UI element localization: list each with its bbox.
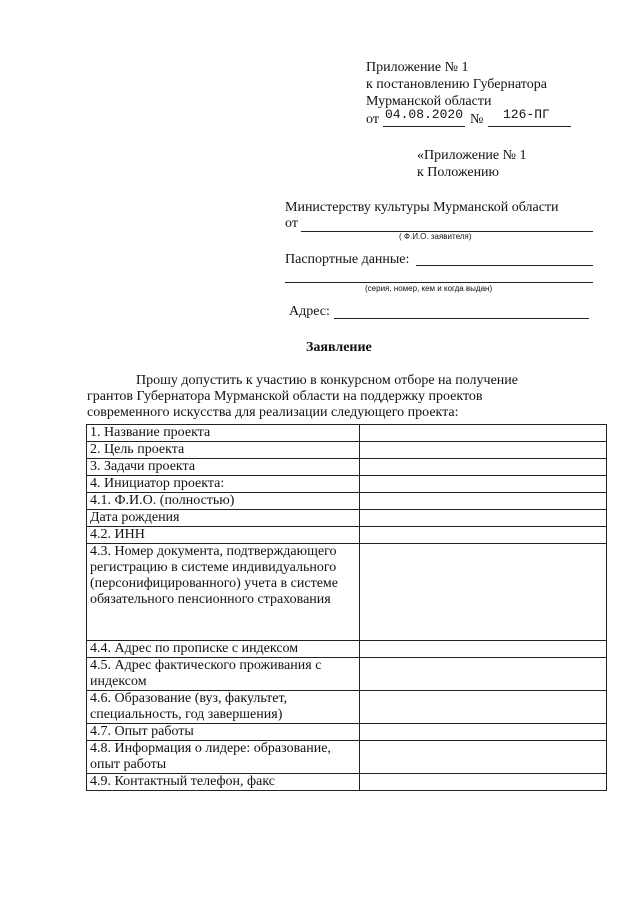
decree-date-underline (383, 126, 465, 127)
addressee-ministry: Министерству культуры Мурманской области (285, 200, 559, 215)
field-label: 4. Инициатор проекта: (87, 476, 360, 493)
decree-ot-label: от (366, 112, 379, 127)
decree-date: 04.08.2020 (385, 107, 464, 122)
table-row (87, 741, 607, 774)
field-value-cell[interactable] (360, 459, 607, 476)
field-value-cell[interactable] (360, 510, 607, 527)
table-row (87, 442, 607, 459)
address-label: Адрес: (289, 304, 330, 319)
sub-appendix-number: «Приложение № 1 (417, 148, 527, 163)
decree-num-label: № (470, 112, 484, 127)
table-row (87, 774, 607, 791)
field-label: 4.1. Ф.И.О. (полностью) (87, 493, 360, 510)
field-label: 4.9. Контактный телефон, факс (87, 774, 360, 791)
field-label: 4.5. Адрес фактического проживания с индексом (87, 658, 360, 691)
field-value-cell[interactable] (360, 425, 607, 442)
application-form-table (86, 424, 607, 791)
field-value-cell[interactable] (360, 544, 607, 641)
field-value-cell[interactable] (360, 527, 607, 544)
passport-label: Паспортные данные: (285, 252, 410, 267)
table-row (87, 691, 607, 724)
table-row (87, 476, 607, 493)
table-row (87, 493, 607, 510)
field-value-cell[interactable] (360, 658, 607, 691)
field-value-cell[interactable] (360, 741, 607, 774)
sub-appendix-ref: к Положению (417, 165, 500, 180)
passport-line-2 (285, 282, 593, 283)
field-label: 2. Цель проекта (87, 442, 360, 459)
address-line (334, 318, 589, 319)
field-label: 3. Задачи проекта (87, 459, 360, 476)
field-value-cell[interactable] (360, 493, 607, 510)
decree-number: 126-ПГ (503, 107, 550, 122)
appendix-region: Мурманской области (366, 94, 492, 109)
passport-line-1 (416, 265, 593, 266)
field-label: 4.4. Адрес по прописке с индексом (87, 641, 360, 658)
intro-paragraph (87, 373, 597, 421)
field-value-cell[interactable] (360, 641, 607, 658)
table-row (87, 459, 607, 476)
field-value-cell[interactable] (360, 724, 607, 741)
field-value-cell[interactable] (360, 476, 607, 493)
addressee-ot-label: от (285, 216, 298, 231)
appendix-decree-ref: к постановлению Губернатора (366, 77, 547, 92)
passport-hint: (серия, номер, кем и когда выдан) (365, 284, 493, 293)
field-label: Дата рождения (87, 510, 360, 527)
field-label: 4.3. Номер документа, подтверждающего регистрацию в системе индивидуального (персонифицированного) учета в системе обязательного пенсионного страхования (87, 544, 360, 641)
field-value-cell[interactable] (360, 774, 607, 791)
document-title: Заявление (306, 340, 372, 355)
intro-line-3: современного искусства для реализации следующего проекта: (87, 405, 459, 420)
field-value-cell[interactable] (360, 691, 607, 724)
intro-line-1: Прошу допустить к участию в конкурсном отборе на получение (136, 373, 518, 388)
appendix-number: Приложение № 1 (366, 60, 469, 75)
field-label: 4.8. Информация о лидере: образование, опыт работы (87, 741, 360, 774)
applicant-name-hint: ( Ф.И.О. заявителя) (399, 232, 472, 241)
table-row (87, 724, 607, 741)
field-label: 4.7. Опыт работы (87, 724, 360, 741)
decree-number-underline (488, 126, 571, 127)
field-label: 4.2. ИНН (87, 527, 360, 544)
field-label: 4.6. Образование (вуз, факультет, специальность, год завершения) (87, 691, 360, 724)
intro-line-2: грантов Губернатора Мурманской области на поддержку проектов (87, 389, 483, 404)
table-row (87, 510, 607, 527)
field-label: 1. Название проекта (87, 425, 360, 442)
table-row (87, 425, 607, 442)
table-row (87, 658, 607, 691)
table-row (87, 527, 607, 544)
table-row (87, 544, 607, 641)
table-row (87, 641, 607, 658)
field-value-cell[interactable] (360, 442, 607, 459)
